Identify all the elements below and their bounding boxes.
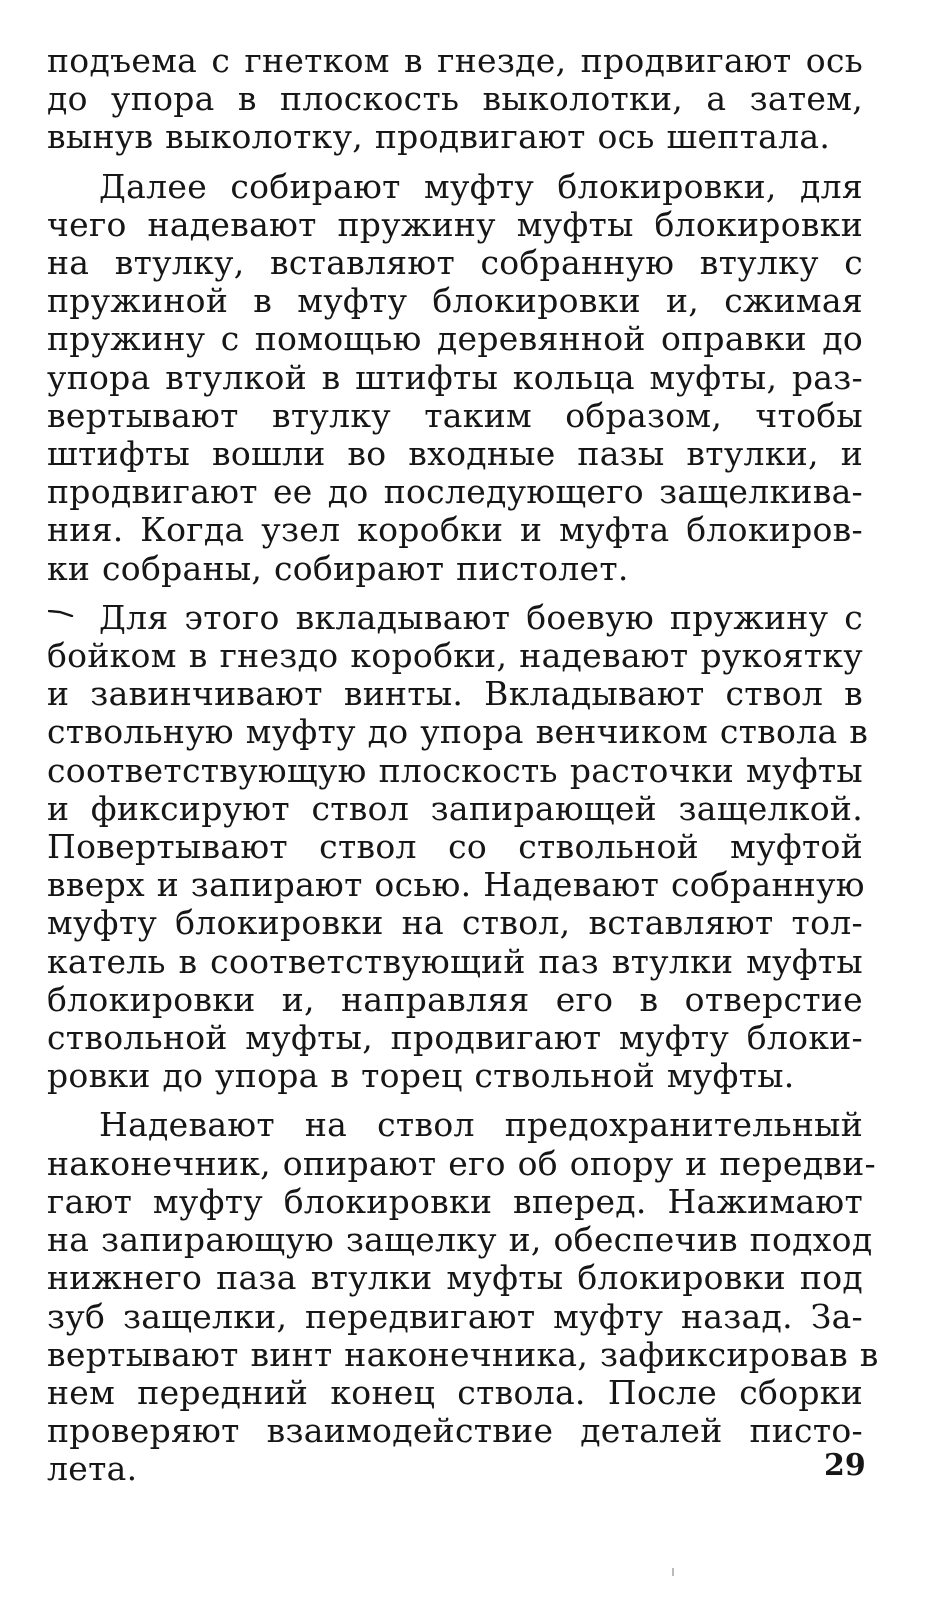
text-line: соответствующую плоскость расточки муфты <box>47 750 863 790</box>
text-line: Далее собирают муфту блокировки, для <box>99 166 863 206</box>
text-line: проверяют взаимодействие деталей писто- <box>47 1411 863 1451</box>
text-line: блокировки и, направляя его в отверстие <box>47 979 863 1019</box>
text-line: нижнего паза втулки муфты блокировки под <box>47 1258 863 1298</box>
text-line: ствольной муфты, продвигают муфту блоки- <box>47 1018 863 1058</box>
text-line: Надевают на ствол предохранительный <box>99 1105 863 1145</box>
text-line: зуб защелки, передвигают муфту назад. За- <box>47 1296 863 1336</box>
text-line: и фиксируют ствол запирающей защелкой. <box>47 788 863 828</box>
text-line: на втулку, вставляют собранную втулку с <box>47 243 863 283</box>
text-line: на запирающую защелку и, обеспечив подход <box>47 1220 873 1260</box>
text-line: гают муфту блокировки вперед. Нажимают <box>47 1181 863 1221</box>
text-line: нем передний конец ствола. После сборки <box>47 1372 863 1412</box>
paragraph-1 <box>47 42 863 157</box>
text-line: бойком в гнездо коробки, надевают рукоятку <box>47 636 863 676</box>
text-line: лета. <box>47 1449 138 1489</box>
body-text <box>47 41 879 1489</box>
text-line: ровки до упора в торец ствольной муфты. <box>47 1056 795 1096</box>
ink-smudge-mark <box>48 610 74 617</box>
text-line: пружиной в муфту блокировки и, сжимая <box>47 281 863 321</box>
text-line: вверх и запирают осью. Надевают собранную <box>47 865 865 905</box>
text-line: и завинчивают винты. Вкладывают ствол в <box>47 674 863 714</box>
text-line: ния. Когда узел коробки и муфта блокиров- <box>47 510 863 550</box>
paragraph-3 <box>47 597 869 1096</box>
page-number: 29 <box>824 1448 866 1483</box>
text-line: штифты вошли во входные пазы втулки, и <box>47 434 863 474</box>
text-line: вертывают втулку таким образом, чтобы <box>47 395 863 435</box>
text-line: упора втулкой в штифты кольца муфты, раз- <box>47 357 863 397</box>
text-line: до упора в плоскость выколотки, а затем, <box>47 79 863 119</box>
text-line: ствольную муфту до упора венчиком ствола в <box>47 712 869 752</box>
text-line: вертывают винт наконечника, зафиксировав в <box>47 1334 879 1374</box>
text-line: продвигают ее до последующего защелкива- <box>47 472 863 512</box>
text-line: наконечник, опирают его об опору и передви- <box>47 1143 876 1183</box>
text-line: муфту блокировки на ствол, вставляют тол- <box>47 903 863 943</box>
text-line: Для этого вкладывают боевую пружину с <box>99 597 863 637</box>
text-line: подъема с гнетком в гнезде, продвигают ось <box>47 41 863 80</box>
text-line: Повертывают ствол со ствольной муфтой <box>47 827 863 867</box>
paragraph-2 <box>47 168 863 588</box>
text-line: чего надевают пружину муфты блокировки <box>47 204 863 244</box>
text-line: пружину с помощью деревянной оправки до <box>47 319 863 359</box>
text-line: ки собраны, собирают пистолет. <box>47 548 629 588</box>
text-line: вынув выколотку, продвигают ось шептала. <box>47 117 831 157</box>
scan-speck <box>672 1568 674 1576</box>
paragraph-4 <box>47 1105 879 1489</box>
text-line: катель в соответствующий паз втулки муфты <box>47 941 863 981</box>
